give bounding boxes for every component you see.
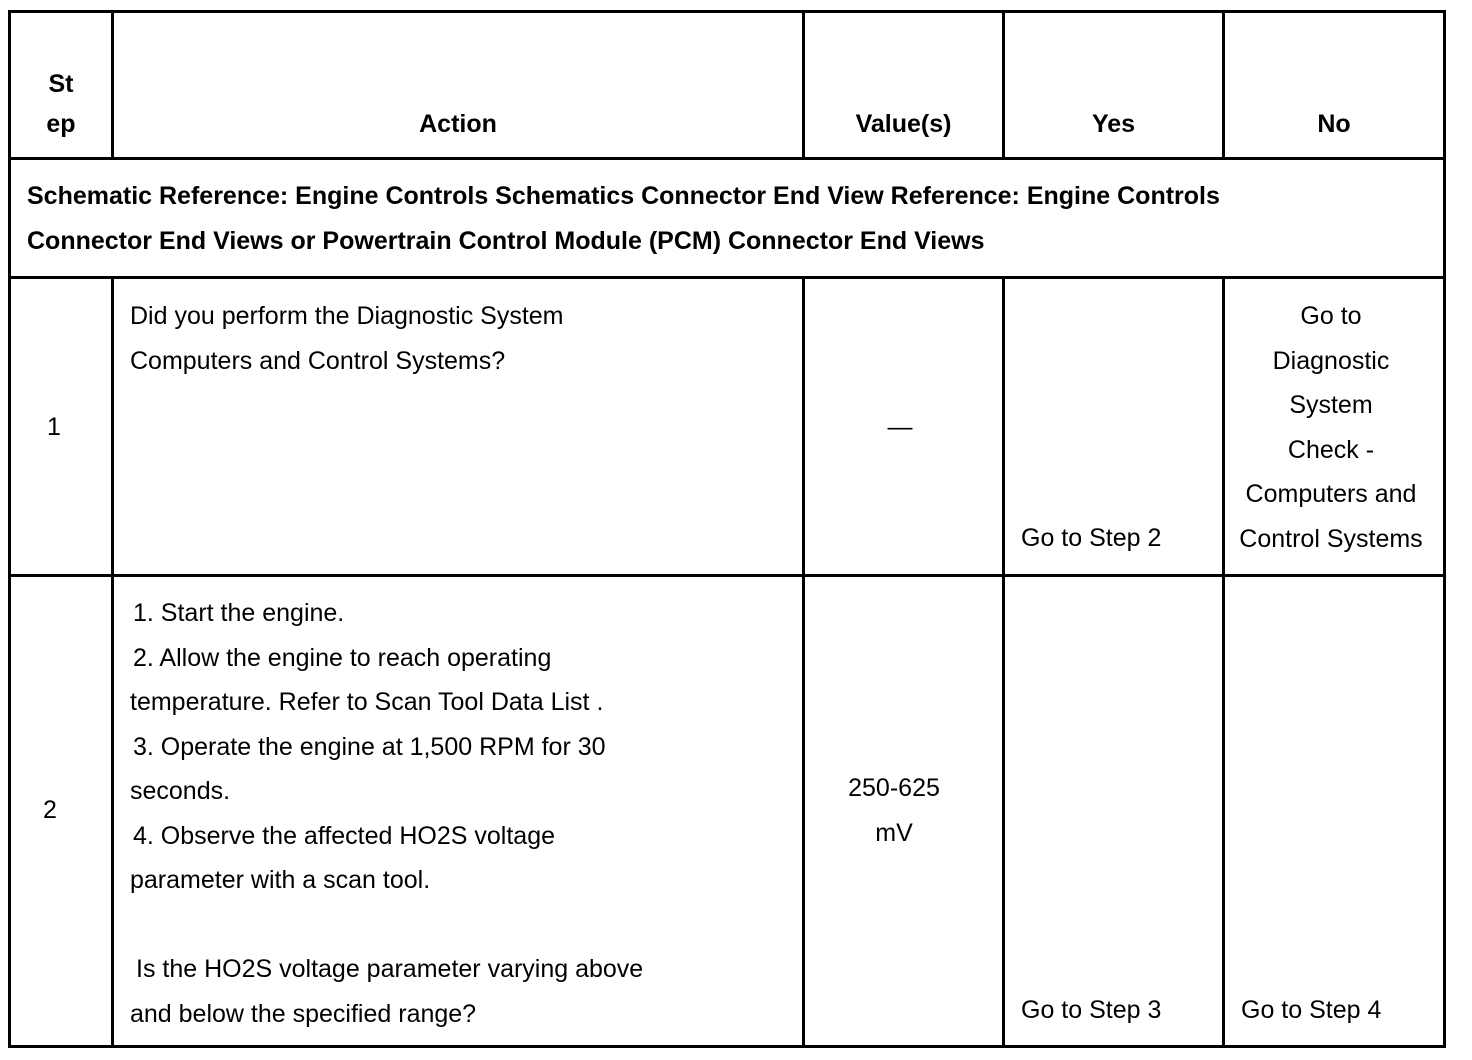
action-line: 4. Observe the affected HO2S voltage: [133, 821, 556, 850]
no-line: Control Systems: [1239, 524, 1423, 553]
reference-line: Connector End Views or Powertrain Control Module (PCM) Connector End Views: [27, 226, 985, 255]
header-step-line: ep: [46, 110, 76, 138]
header-yes: Yes: [1091, 110, 1136, 138]
table-border-top: [8, 10, 1446, 13]
yes-link[interactable]: Go to Step 2: [1021, 524, 1162, 552]
header-divider: [8, 157, 1446, 160]
value-line: 250-625: [848, 774, 940, 802]
table-border-bottom: [8, 1045, 1446, 1048]
header-values: Value(s): [855, 110, 952, 138]
action-line: 3. Operate the engine at 1,500 RPM for 30: [133, 732, 606, 761]
table-border-right: [1443, 10, 1446, 1048]
action-question: and below the specified range?: [130, 999, 477, 1028]
no-line: System: [1289, 391, 1373, 419]
action-line: Computers and Control Systems?: [130, 346, 506, 375]
action-text: [130, 294, 790, 383]
header-step: [11, 64, 111, 144]
no-line: Check -: [1287, 435, 1375, 464]
no-line: Computers and: [1245, 480, 1417, 508]
schematic-reference: [27, 174, 1437, 263]
action-line: seconds.: [130, 777, 231, 805]
reference-divider: [8, 276, 1446, 279]
no-link[interactable]: Go to Step 4: [1241, 996, 1382, 1024]
header-no: No: [1317, 110, 1351, 138]
action-question: Is the HO2S voltage parameter varying above: [136, 955, 644, 983]
table-border-left: [8, 10, 11, 1048]
step-number: 2: [43, 796, 57, 824]
row-divider: [8, 574, 1446, 577]
header-step-line: St: [48, 70, 74, 98]
no-line: Go to: [1300, 302, 1362, 330]
action-text: [130, 591, 790, 1036]
action-line: 1. Start the engine.: [133, 599, 345, 627]
no-line: Diagnostic: [1272, 346, 1390, 375]
value-cell: —: [887, 413, 913, 441]
action-line: 2. Allow the engine to reach operating: [133, 643, 552, 672]
value-cell: [805, 766, 983, 855]
no-link[interactable]: [1225, 294, 1437, 561]
value-line: mV: [875, 818, 913, 847]
yes-link[interactable]: Go to Step 3: [1021, 996, 1162, 1024]
col-divider-step: [111, 276, 114, 1048]
action-line: temperature. Refer to Scan Tool Data List .: [130, 688, 604, 716]
action-line: Did you perform the Diagnostic System: [130, 302, 564, 330]
col-divider-values: [1002, 276, 1005, 1048]
col-divider-action: [802, 276, 805, 1048]
header-action: Action: [419, 110, 497, 138]
action-line: parameter with a scan tool.: [130, 866, 431, 894]
step-number: 1: [47, 413, 61, 441]
reference-line: Schematic Reference: Engine Controls Schematics Connector End View Reference: Engine Controls: [27, 182, 1220, 210]
